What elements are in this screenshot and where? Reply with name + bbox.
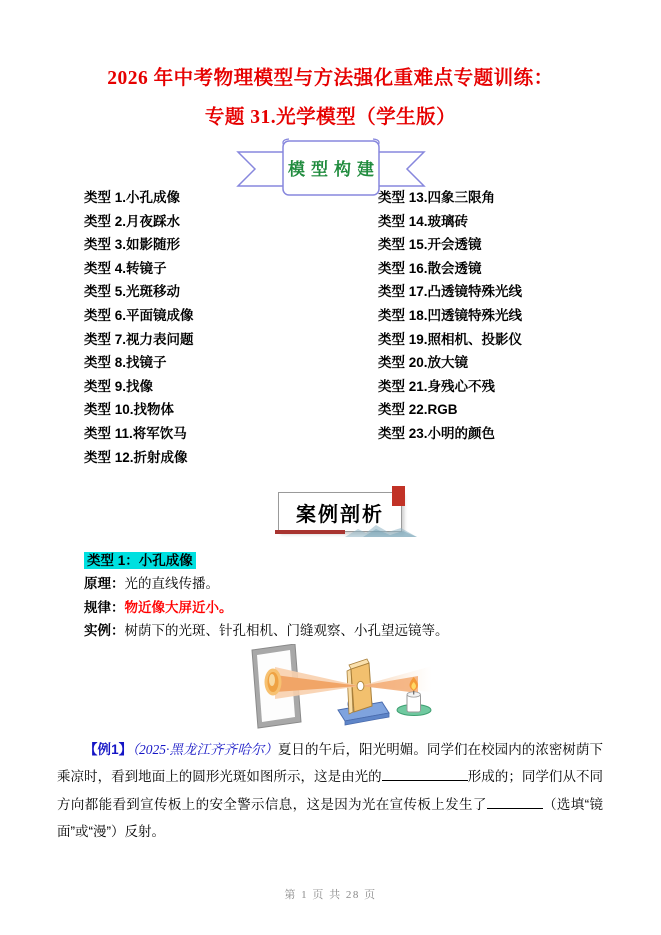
- example-label: 实例：: [84, 623, 125, 639]
- principle-text: 光的直线传播。: [124, 576, 219, 592]
- list-item: 类型 23.小明的颜色: [378, 425, 496, 441]
- pinhole-imaging-diagram: [232, 644, 452, 748]
- list-item: 类型 1.小孔成像: [84, 190, 181, 205]
- list-item: 类型 16.散会透镜: [378, 260, 482, 276]
- example-problem-paragraph: [57, 736, 603, 846]
- mountain-watermark-icon: [345, 523, 417, 538]
- rule-text: 物近像大屏近小。: [124, 599, 233, 615]
- rule-label: 规律：: [84, 599, 125, 615]
- list-item: 类型 12.折射成像: [84, 449, 188, 465]
- list-item: 类型 13.四象三限角: [378, 190, 496, 205]
- example-body-2: 形成的；同学们从不同方向都能看到宣传板上的安全警示信息，这是因为光在宣传板上发生了: [57, 769, 604, 812]
- list-item: 类型 10.找物体: [84, 402, 175, 418]
- list-item: 类型 2.月夜踩水: [84, 213, 181, 229]
- list-item: 类型 19.照相机、投影仪: [378, 331, 523, 347]
- list-item: 类型 21.身残心不残: [378, 378, 496, 394]
- example-body-1: 夏日的午后，阳光明媚。同学们在校园内的浓密树荫下乘凉时，看到地面上的圆形光斑如图所示，这是由光的: [57, 741, 604, 784]
- list-item: 类型 3.如影随形: [84, 237, 181, 253]
- list-item: 类型 20.放大镜: [378, 355, 469, 371]
- list-item: 类型 18.凹透镜特殊光线: [378, 307, 523, 323]
- principle-label: 原理：: [84, 576, 125, 592]
- case-type1-block: [84, 549, 449, 643]
- page-number-footer: 第 1 页 共 28 页: [284, 889, 377, 901]
- list-item: 类型 5.光斑移动: [84, 284, 181, 300]
- list-item: 类型 14.玻璃砖: [378, 213, 469, 229]
- section-header-label: 案例剖析: [296, 503, 384, 526]
- list-item: 类型 7.视力表问题: [84, 331, 194, 347]
- model-list-right-column: [378, 186, 522, 446]
- document-title-line2: 专题 31.光学模型（学生版）: [204, 107, 457, 128]
- example-tag: 【例1】: [84, 741, 133, 757]
- fill-in-blank-1: [382, 767, 468, 781]
- list-item: 类型 6.平面镜成像: [84, 307, 194, 323]
- red-bar-accent: [275, 530, 345, 534]
- list-item: 类型 15.开会透镜: [378, 237, 482, 253]
- flame-image-icon: [265, 669, 282, 696]
- banner-label: 模型构建: [287, 160, 380, 179]
- section-header-case-analysis: [278, 492, 402, 532]
- list-item: 类型 4.转镜子: [84, 260, 167, 276]
- list-item: 类型 11.将军饮马: [84, 425, 187, 441]
- fill-in-blank-2: [487, 795, 543, 809]
- case-heading: 类型 1：小孔成像: [84, 552, 196, 569]
- list-item: 类型 8.找镜子: [84, 355, 167, 371]
- example-body-3: （选填“镜面”或“漫”）反射。: [57, 796, 604, 839]
- red-square-accent: [392, 486, 405, 506]
- list-item: 类型 22.RGB: [378, 402, 458, 418]
- model-list-left-column: [84, 186, 194, 469]
- pinhole-icon: [357, 681, 364, 690]
- document-title-line1: 2026 年中考物理模型与方法强化重难点专题训练：: [107, 68, 554, 89]
- example-source: （2025·黑龙江齐齐哈尔）: [132, 741, 278, 757]
- list-item: 类型 17.凸透镜特殊光线: [378, 284, 523, 300]
- list-item: 类型 9.找像: [84, 378, 154, 394]
- example-text: 树荫下的光斑、针孔相机、门缝观察、小孔望远镜等。: [124, 623, 449, 639]
